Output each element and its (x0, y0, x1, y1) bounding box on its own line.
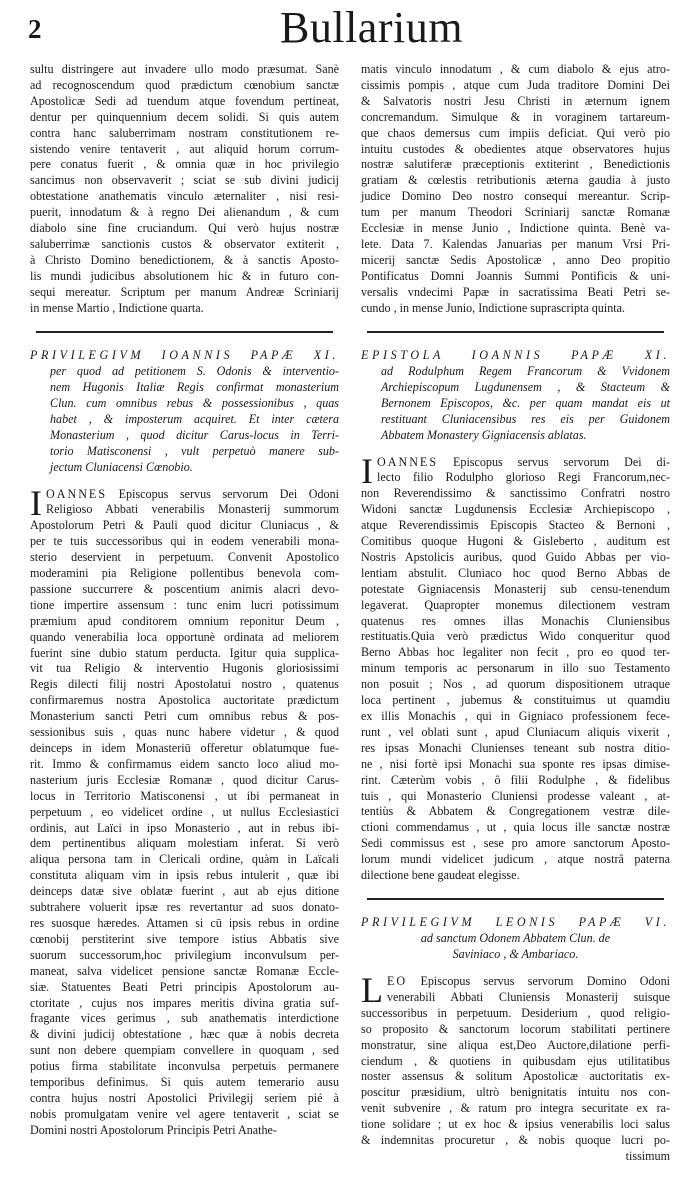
text-line: ctioni commendamus , ut , quia locus ille sanctæ nostræ (361, 820, 670, 835)
section-subtitle (361, 363, 670, 443)
text-line: tum per manum Theodori Scriniarij sanctæ Romanæ (361, 205, 670, 220)
text-line: ex illis Monachis , qui in Gigniaco professionem fece- (361, 709, 670, 723)
text-line: ad recognoscendum quod prædictum cœnobium sanctæ (30, 77, 339, 92)
subtitle-line: Archiepiscopum Lugdunensem , & Stacteum & (381, 379, 670, 394)
text-line: Apostolorum Petri & Pauli quod dicitur Cluniacus , & (30, 518, 339, 533)
continuation-text (361, 62, 670, 317)
text-line: sterio deservient in perpetuum. Convenit Apostolico (30, 550, 339, 565)
text-line: res suosque hæredes. Attamen si cū ipsis rebus in ordine (30, 915, 339, 930)
text-line: sistendo venire tentaverit , aut aliquid horum corrum- (30, 141, 339, 156)
text-line: à Christo Domino benedictionem, & à sanctis Aposto- (30, 252, 339, 267)
text-line: temporibus definimus. Si quis autem temerario ausu (30, 1075, 339, 1090)
body-text (30, 482, 339, 1139)
continuation-text (30, 62, 339, 317)
text-line: dilectione bene gaudeat elegisse. (361, 868, 520, 883)
text-line: tentiùs & Abbatem & Congregationem vestræ dile- (361, 804, 670, 819)
text-line: judice Domino Deo nostro consequi mereantur. Scrip- (361, 189, 670, 204)
section-heading-epistola-ioannis (361, 347, 670, 443)
text-line: EO Episcopus servus servorum Domino Odoni (387, 973, 670, 988)
text-line: rit. Immo & confirmamus eidem sancto loco aliud mo- (30, 756, 339, 771)
catchword: tissimum (625, 1148, 670, 1163)
subtitle-line: Clun. cum omnibus rebus & possessionibus , quas (50, 395, 339, 410)
drop-cap: I (30, 482, 42, 523)
text-line: intuitu custodes & obedientes atque observatores hujus (361, 141, 670, 156)
text-line: Domini nostri Apostolorum Principis Petri Anathe- (30, 1122, 277, 1137)
text-line: præmium apud conditorem omnium reponitur Deum , (30, 613, 339, 628)
text-line: fragante vices gerimus , sub anathematis interdictione (30, 1011, 339, 1026)
text-line: sunt non debere quempiam convellere in quoquam , sed (30, 1043, 339, 1058)
right-column (361, 62, 670, 1165)
subtitle-line: Abbatem Monastery Gigniacensis ablatas. (381, 427, 587, 442)
text-line: Sedi commissus est , sese pro amore sanctorum Aposto- (361, 836, 670, 851)
text-line: gratiam & cœlestis retributionis æterna gaudia à justo (361, 173, 670, 188)
text-line: Regis dilecti filij nostri Apostolatui nostro , quatenus (30, 677, 339, 692)
section-subtitle (30, 363, 339, 475)
running-title: Bullarium (280, 3, 463, 52)
subtitle-line: nem Hugonis Italiæ Regis confirmat monasterium (50, 379, 339, 394)
text-line: Monasterium sancti Petri cum omnibus rebus & pos- (30, 709, 339, 724)
text-line: dem pertinentibus aliquam molestiam inferat. Si verò (30, 836, 339, 851)
subtitle-line: restituant Cluniacensibus res eis per Guidonem (381, 411, 670, 426)
text-line: pere conatus fuerit , & omnia quæ in hoc privilegio (30, 157, 339, 172)
lead-word: OANNES (46, 486, 108, 501)
text-line: minum temporis ac personarum in illo suo Testamento (361, 661, 670, 676)
text-line: rint. Cæterùm vobis , ô filii Rodulphe , & fidelibus (361, 772, 670, 787)
section-title: EPISTOLA IOANNIS PAPÆ XI. (361, 347, 670, 362)
text-line: dentur per quinquennium decem solidi. Si quis autem (30, 109, 339, 124)
text-line: nasterium juris Ecclesiæ Romanæ , quod dicitur Carus- (30, 772, 339, 787)
lead-word: EO (387, 973, 408, 988)
section-heading-privilegium-leonis (361, 914, 670, 962)
body-text (361, 450, 670, 884)
text-line: sancimus non observaverit ; sciat se sub divini judicij (30, 173, 339, 188)
text-line: contra hanc saluberrimam nostram constitutionem re- (30, 125, 339, 140)
drop-cap: L (361, 969, 383, 1010)
text-line: ordinis, aut Laïci in ipso Monasterio , aut in rebus ibi- (30, 820, 339, 835)
text-line: Nostris Apstolicis auribus, quod Guido Abbas per vio- (361, 549, 670, 564)
text-line: cundo , in mense Junio, Indictione suprascripta quinta. (361, 300, 625, 315)
text-line: nostræ salutiferæ præceptionis extiterint , Benedictionis (361, 157, 670, 172)
text-line: so proposito & sanctorum locorum stabilitati pertinere (361, 1021, 670, 1036)
text-line: loca pertinent , jubemus & constituimus ut quamdiu (361, 693, 670, 708)
text-line: lis mundi judicibus absolutionem hic & in futuro con- (30, 268, 339, 283)
text-line: ctoritate , cujus nos impares meritis divina gratia suf- (30, 995, 339, 1010)
subtitle-line: Saviniaco , & Ambariaco. (452, 946, 579, 961)
text-line: per te tuis successoribus qui in eodem venerabili mona- (30, 534, 339, 549)
text-line: vit tua Religio & interventio Hugonis gloriosissimi (30, 661, 339, 676)
page-number: 2 (28, 14, 42, 44)
text-line: quando venerabilia loca opportunè ordinata ad meliorem (30, 629, 339, 644)
text-line: venerabili Abbati Cluniensis Monasterij suisque (387, 989, 670, 1004)
text-line: tione solidare ; ut ex hoc & ipsius venerabilis loci salus (361, 1117, 670, 1132)
text-line: fuerint sine dubio statum perducta. Igitur quia supplica- (30, 645, 339, 660)
text-line: constituta aliquam vim in ipsis rebus intulerit , quæ ibi (30, 868, 339, 883)
text-line: cissimis pompis , atque cum Juda traditore Domini Dei (361, 77, 670, 92)
subtitle-line: jectum Cluniacensi Cœnobio. (50, 459, 193, 474)
text-line: puerit, innodatum & à regno Dei alienandum , & cum (30, 205, 339, 220)
subtitle-line: Monasterium , quod dicitur Carus-locus in Terri- (50, 427, 339, 442)
subtitle-line: ad Rodulphum Regem Francorum & Vvidonem (381, 363, 670, 378)
lead-word: OANNES (377, 454, 439, 469)
subtitle-line: ad sanctum Odonem Abbatem Clun. de (420, 930, 611, 945)
text-line: res ipsas Monachi Clunienses teneant sub nostra ditio- (361, 740, 670, 755)
text-line: contra hujus nostri Apostolici Privilegij seriem pié à (30, 1090, 339, 1105)
text-line: diabolo sine fine cruciandum. Qui verò hujus nostræ (30, 221, 339, 236)
text-line: nobis promulgatam venire vel agere tentaverit , sciat se (30, 1106, 339, 1121)
text-line: ne , nisi fortè ipsi Monachi sua sponte res ipsas dimise- (361, 756, 670, 771)
text-line: sultu distringere aut invadere ullo modo præsumat. Sanè (30, 62, 339, 76)
text-line: siæ. Statuentes Beati Petri principis Apostolorum au- (30, 979, 339, 994)
text-line: & divini judicij obtestatione , hæc quæ à nobis decreta (30, 1027, 339, 1042)
text-line: que chaos demersus cum impiis deficiat. Qui verò pio (361, 125, 670, 140)
text-line: venit subvenire , & ratum pro integra securitate ex ra- (361, 1101, 670, 1116)
text-line: atque Reverendissimis Episcopis Stacteo & Bernoni , (361, 518, 670, 533)
text-line: Religioso Abbati venerabilis Monasterij summorum (46, 502, 339, 517)
text-line: Pontificatus Domni Joannis Summi Pontificis & uni- (361, 268, 670, 283)
text-line: subtrahere voluerit ipsæ res revertantur ad suos donato- (30, 900, 339, 915)
text-line: maneat, salva videlicet pensione sanctæ Romanæ Eccle- (30, 963, 339, 978)
text-line: sessionibus suis , quas nunc habere videtur , & quod (30, 725, 339, 740)
section-subtitle (361, 930, 670, 962)
text-line: matis vinculo innodatum , & cum diabolo & ejus atro- (361, 62, 670, 76)
subtitle-line: habet , & imposterum acquiret. Et inter cætera (50, 411, 339, 426)
left-column (30, 62, 339, 1139)
text-line: moderamini pia Religione pollentibus benevola com- (30, 566, 339, 581)
text-line: Apostolicæ Sedi ad tuendum atque fovendum pertineat, (30, 93, 339, 108)
text-line: passione succurrere & poscentium animis alacri devo- (30, 581, 339, 596)
text-line: versalis vndecimi Papæ in sacratissima Beati Petri se- (361, 284, 670, 299)
text-line: locus in Territorio Matisconensi , ut ibi permaneat in (30, 788, 339, 803)
text-line: tione impertire assensum : tunc enim lucri potissimum (30, 597, 339, 612)
text-line: potestate Gigniacensis Monasterij sub censu-tenendum (361, 581, 670, 596)
text-line: lentiam abstulit. Cluniaco hoc quod Berno Abbas de (361, 565, 670, 580)
text-line: potius firma stabilitate inconvulsa perpetuis permanere (30, 1059, 339, 1074)
text-line: lecto filio Rodulpho glorioso Regi Francorum,nec- (377, 470, 670, 485)
subtitle-line: torio Matisconensi , vult perpetuò manere sub- (50, 443, 339, 458)
text-line: & indemnitas procuretur , & nobis quoque lucri po- (361, 1133, 670, 1148)
section-title: PRIVILEGIVM LEONIS PAPÆ VI. (361, 914, 670, 929)
text-line: & Salvatoris nostri Jesu Christi in æternum ignem (361, 93, 670, 108)
subtitle-line: per quod ad petitionem S. Odonis & interventio- (50, 363, 339, 378)
text-line: ciendum , & quotiens in quibusdam ejus utilitatibus (361, 1053, 670, 1068)
text-line: aliqua persona tam in Clericali ordine, quàm in Laïcali (30, 852, 339, 867)
section-rule (36, 331, 333, 333)
text-line: lete. Data 7. Kalendas Januarias per manum Vrsi Pri- (361, 236, 670, 251)
text-line: Comitibus quoque Hugoni & Gisleberto , auditum est (361, 534, 670, 549)
text-line: Ecclesiæ in mense Junio , Indictione quinta. Benè va- (361, 221, 670, 236)
section-rule (367, 331, 664, 333)
text-line: tuis , qui Monasterio Cluniensi prodesse valeant , at- (361, 788, 670, 803)
text-line: non Reverendissimo & sanctissimo Confratri nostro (361, 486, 670, 501)
text-line: in mense Martio , Indictione quarta. (30, 300, 204, 315)
text-line: successoribus in perpetuum. Desiderium , quod religio- (361, 1005, 670, 1020)
text-line: perpetuum , eo videlicet ordine , ut nullus Ecclesiastici (30, 804, 339, 819)
text-line: micerij sanctæ Sedis Apostolicæ , anno Deo propitio (361, 252, 670, 267)
text-line: confirmaremus nostra Apostolica auctoritate prædictum (30, 693, 339, 708)
body-text (361, 969, 670, 1165)
text-line: saluberrimæ sanctionis custos & observator extiterit , (30, 236, 339, 251)
text-line: deinceps in idem Monasteriū offeretur oblatumque fue- (30, 741, 339, 755)
text-line: cœnobij perstiterint sive tempore istius Abbatis sive (30, 931, 339, 946)
text-line: non posuit ; Nos , ad quorum dispositionem utraque (361, 677, 670, 692)
text-line: quatenus res omnes illas Monachis Cluniensibus (361, 613, 670, 628)
subtitle-line: Bernonem Episcopos, &c. per quam mandat eis ut (381, 395, 670, 410)
text-line: runt , vel oblati sunt , apud Cluniacum aliquis vixerit , (361, 724, 670, 739)
section-title: PRIVILEGIVM IOANNIS PAPÆ XI. (30, 347, 339, 362)
text-line: concremandum. Simulque & in voraginem tartareum- (361, 109, 670, 124)
text-line: monstratur, sine aliqua est,Deo Auctore,dilatione perfi- (361, 1037, 670, 1052)
text-line: poscitur præsidium, ultrò benignitatis intuitu nos con- (361, 1085, 670, 1100)
text-line: Berno Abbas hoc legaliter non fecit , pro eo quod ter- (361, 645, 670, 660)
text-line: OANNES Episcopus servus servorum Dei di- (377, 454, 670, 469)
section-rule (367, 898, 664, 900)
text-line: restituatis.Quia verò prædictus Wido conqueritur quod (361, 629, 670, 644)
text-line: deinceps datæ sive oblatæ fuerint , aut ab ejus ditione (30, 884, 339, 899)
text-line: Widoni sanctæ Lugdunensis Ecclesiæ Archiepiscopo , (361, 502, 670, 517)
text-line: OANNES Episcopus servus servorum Dei Odoni (46, 486, 339, 501)
text-line: lorum mundi videlicet judicum , atque nostrâ paterna (361, 852, 670, 867)
drop-cap: I (361, 450, 373, 491)
text-line: legaverat. Quapropter monemus dilectionem vestram (361, 597, 670, 612)
section-heading-privilegium-ioannis (30, 347, 339, 475)
text-line: obtestatione anathematis vinculo æternaliter , nisi resi- (30, 189, 339, 204)
text-line: suorum successorum,hoc privilegium inconvulsum per- (30, 947, 339, 962)
text-line: noster assensus & solitum Apostolicæ auctoritatis ex- (361, 1069, 670, 1084)
text-line: sequi mereatur. Scriptum per manum Andreæ Scriniarij (30, 284, 339, 299)
